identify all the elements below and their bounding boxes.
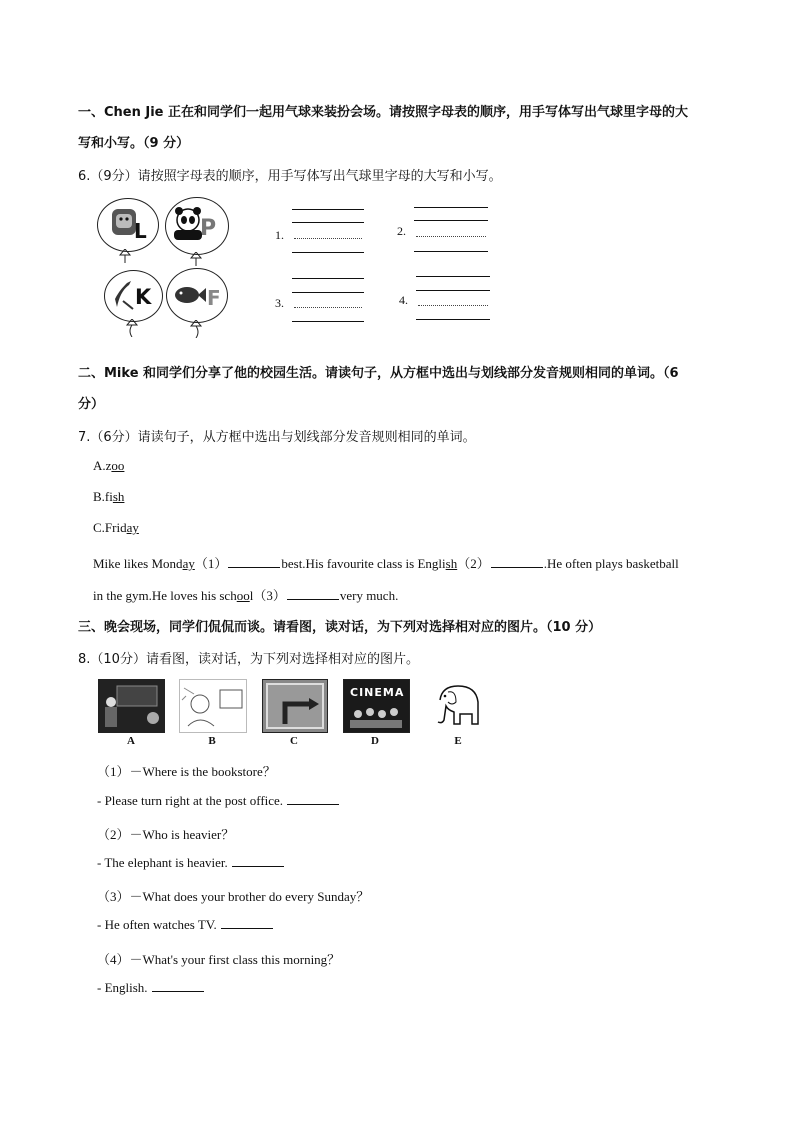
balloon-string-4 [186, 320, 206, 338]
kangaroo-icon [105, 271, 162, 321]
q7-text: 7.（6分）请读句子，从方框中选出与划线部分发音规则相同的单词。 [78, 430, 476, 445]
balloon-string-2 [186, 252, 206, 266]
dialogue-4-answer [97, 980, 205, 996]
dialogue-4-question: （4）－What's your first class this morning？ [97, 952, 341, 967]
turn-right-arrow-icon [263, 680, 327, 732]
balloon-letter-l: L [134, 219, 147, 243]
grid3-line [292, 292, 364, 293]
grid2-line [414, 220, 488, 221]
grid1-line [292, 222, 364, 223]
grid-number-1: 1. [275, 228, 284, 242]
sentence-text: .He often plays basketball [543, 556, 679, 571]
grid3-line [292, 278, 364, 279]
q8-text: 8.（10分）请看图，读对话，为下列对选择相对应的图片。 [78, 652, 419, 667]
picture-a-teacher-classroom [98, 679, 165, 733]
grid4-dotline [418, 305, 488, 306]
grid3-line [292, 321, 364, 322]
answer-text: - English. [97, 980, 148, 995]
option-c-prefix: C.Frid [93, 520, 127, 535]
dialogue-1-question: （1）－Where is the bookstore？ [97, 764, 276, 779]
grid-number-4: 4. [399, 293, 408, 307]
sentence-text: in the gym.He loves his sch [93, 588, 237, 603]
picture-label-e: E [454, 735, 462, 747]
dialogue-2-question: （2）－Who is heavier？ [97, 827, 235, 842]
option-a-prefix: A.z [93, 458, 112, 473]
audience-icon [344, 680, 409, 732]
q7-sentence-line1 [93, 553, 679, 572]
lion-icon [98, 199, 158, 251]
grid1-dotline [294, 238, 362, 239]
q7-sentence-line2 [93, 585, 398, 604]
q7-option-c [93, 520, 139, 536]
sentence-text: （1） [194, 556, 228, 571]
picture-label-c: C [290, 735, 298, 747]
answer-blank-q8-3[interactable] [221, 928, 273, 929]
answer-text: - The elephant is heavier. [97, 855, 228, 870]
answer-blank-1[interactable] [228, 567, 280, 568]
section3-title: 三、晚会现场，同学们侃侃而谈。请看图，读对话，为下列对选择相对应的图片。（10 分） [78, 620, 602, 635]
balloon-lion [97, 198, 159, 252]
section1-title-line1: 一、Chen Jie 正在和同学们一起用气球来装扮会场。请按照字母表的顺序，用手写体写出气球里字母的大 [78, 105, 689, 120]
answer-blank-q8-4[interactable] [152, 991, 204, 992]
option-b-underlined: sh [112, 489, 125, 504]
balloon-letter-k: K [135, 285, 152, 309]
option-b-prefix: B.fi [93, 489, 113, 504]
dialogue-1-answer [97, 793, 340, 809]
balloon-panda [165, 197, 229, 255]
option-c-underlined: ay [126, 520, 139, 535]
elephant-icon [426, 680, 484, 732]
picture-label-b: B [208, 735, 216, 747]
answer-blank-q8-2[interactable] [232, 866, 284, 867]
cinema-sign: CINEMA [350, 686, 405, 699]
grid2-dotline [416, 236, 486, 237]
sentence-underlined: oo [236, 588, 250, 603]
grid3-dotline [294, 307, 362, 308]
balloon-kangaroo [104, 270, 163, 322]
q7-option-a [93, 458, 124, 474]
grid1-line [292, 209, 364, 210]
grid4-line [416, 276, 490, 277]
grid2-line [414, 207, 488, 208]
grid1-line [292, 252, 364, 253]
picture-b-watching-tv [179, 679, 247, 733]
section2-title-line2: 分） [78, 397, 105, 412]
answer-blank-q8-1[interactable] [287, 804, 339, 805]
grid-number-3: 3. [275, 296, 284, 310]
sentence-underlined: sh [445, 556, 458, 571]
grid2-line [414, 251, 488, 252]
q7-option-b [93, 489, 124, 505]
answer-text: - Please turn right at the post office. [97, 793, 284, 808]
balloon-letter-f: F [207, 286, 221, 310]
picture-label-d: D [371, 735, 379, 747]
dialogue-3-question: （3）－What does your brother do every Sunday？ [97, 889, 370, 904]
section2-title-line1: 二、Mike 和同学们分享了他的校园生活。请读句子，从方框中选出与划线部分发音规则相同的单词。（6 [78, 366, 679, 381]
section1-title-line2: 写和小写。（9 分） [78, 136, 190, 151]
picture-d-cinema [343, 679, 410, 733]
tv-icon [180, 680, 246, 732]
q6-text: 6.（9分）请按照字母表的顺序，用手写体写出气球里字母的大写和小写。 [78, 169, 502, 184]
sentence-text: （2） [457, 556, 490, 571]
answer-text: - He often watches TV. [97, 917, 217, 932]
dialogue-2-answer [97, 855, 285, 871]
option-a-underlined: oo [111, 458, 125, 473]
balloon-fish [166, 268, 228, 323]
sentence-text: best.His favourite class is Engli [281, 556, 446, 571]
answer-blank-2[interactable] [491, 567, 543, 568]
answer-blank-3[interactable] [287, 599, 339, 600]
grid-number-2: 2. [397, 224, 406, 238]
balloon-string-3 [122, 319, 142, 337]
sentence-text: Mike likes Mond [93, 556, 183, 571]
teacher-icon [99, 680, 164, 732]
picture-e-elephant [425, 679, 485, 733]
picture-label-a: A [127, 735, 135, 747]
balloon-letter-p: P [200, 216, 217, 241]
dialogue-3-answer [97, 917, 274, 933]
grid4-line [416, 290, 490, 291]
sentence-text: very much. [339, 588, 399, 603]
panda-icon [166, 198, 228, 254]
balloon-string-1 [115, 249, 135, 263]
grid4-line [416, 319, 490, 320]
sentence-text: l（3） [249, 588, 286, 603]
sentence-underlined: ay [182, 556, 195, 571]
picture-c-turn-right [262, 679, 328, 733]
